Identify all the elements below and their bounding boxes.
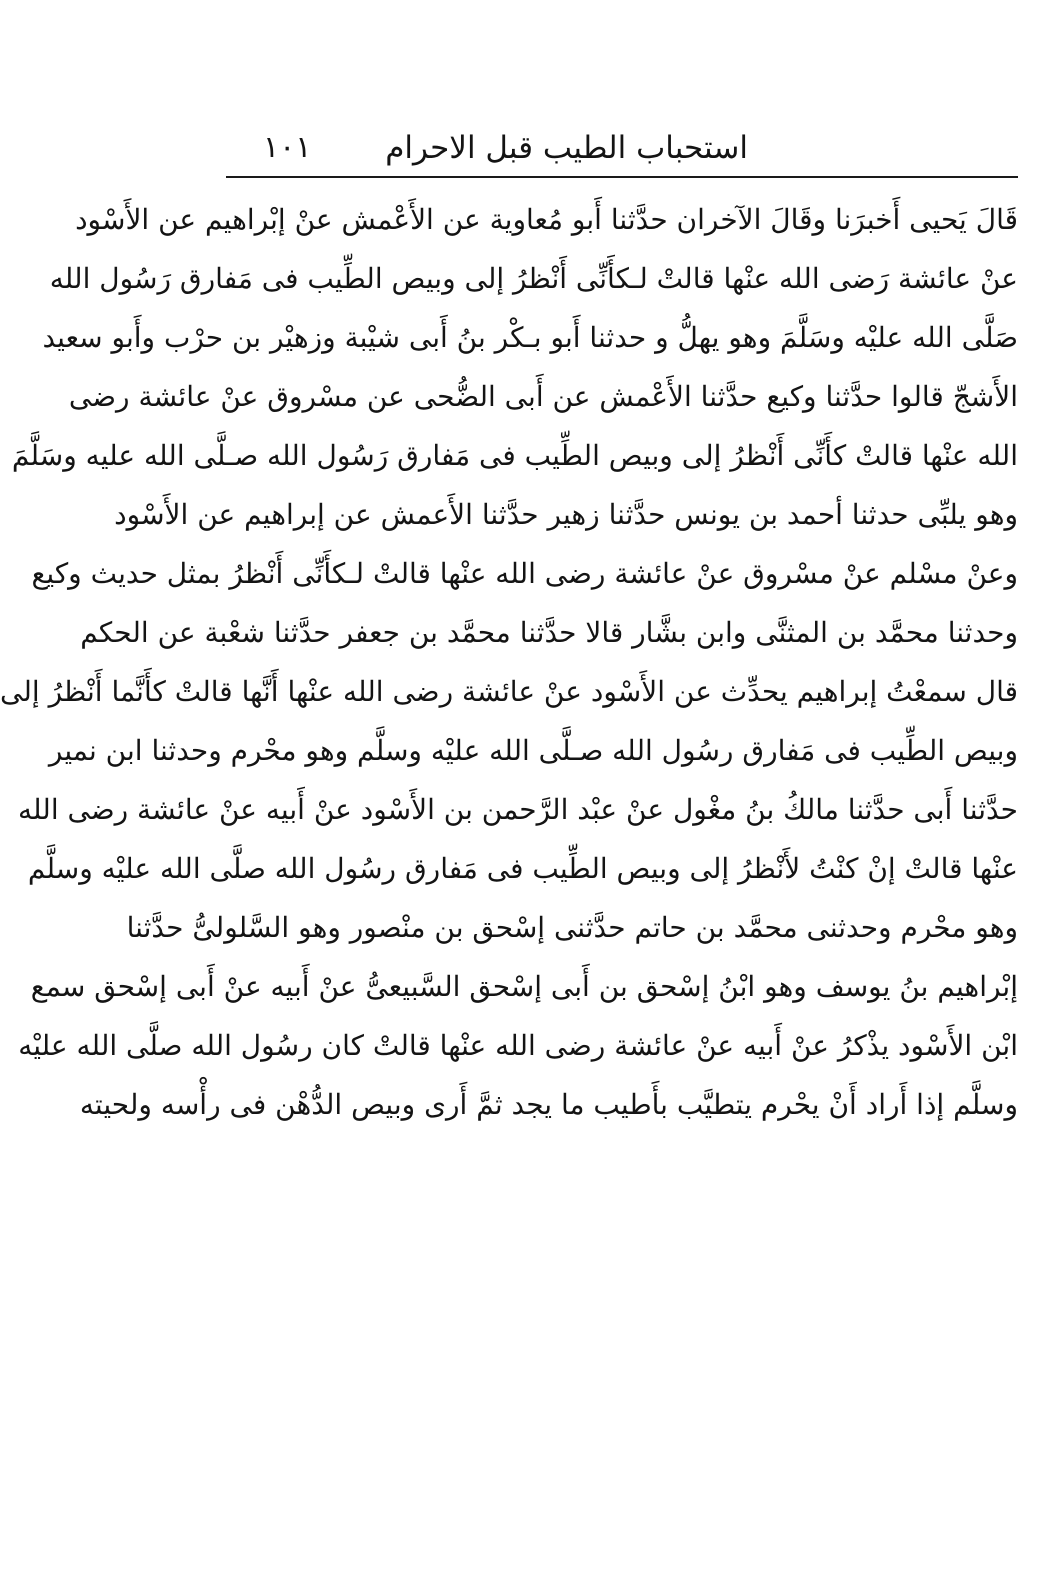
text-line: ابْن الأَسْود يذْكرُ عنْ أَبيه عنْ عائشة رضى الله عنْها قالتْ كان رسُول الله صلَّى الله عليْه — [18, 1029, 1018, 1062]
text-line: وسلَّم إذا أَراد أَنْ يحْرم يتطيَّب بأَطيب ما يجد ثمَّ أَرى وبيص الدُّهْن فى رأْسه ولحيته — [79, 1088, 1018, 1121]
page-header — [228, 122, 1018, 172]
text-line: الأَشجّ قالوا حدَّثنا وكيع حدَّثنا الأَعْمش عن أَبى الضُّحى عن مسْروق عنْ عائشة رضى — [68, 380, 1018, 413]
text-line: وعنْ مسْلم عنْ مسْروق عنْ عائشة رضى الله عنْها قالتْ لـكأَنِّى أَنْظرُ بمثل حديث وكيع — [31, 557, 1018, 590]
text-line: وهو يلبِّى حدثنا أحمد بن يونس حدَّثنا زهير حدَّثنا الأَعمش عن إبراهيم عن الأَسْود — [114, 498, 1018, 531]
text-line: عنْها قالتْ إنْ كنْتُ لأَنْظرُ إلى وبيص الطِّيب فى مَفارق رسُول الله صلَّى الله عليْه وسلَّم — [27, 852, 1018, 885]
running-title: استحباب الطيب قبل الاحرام — [385, 130, 748, 166]
text-line: الله عنْها قالتْ كأَنِّى أَنْظرُ إلى وبيص الطِّيب فى مَفارق رَسُول الله صـلَّى الله عليه وسَلَّمَ — [11, 439, 1018, 472]
text-line: صَلَّى الله عليْه وسَلَّمَ وهو يهلُّ و حدثنا أَبو بـكْر بنُ أَبى شيْبة وزهيْر بن حرْب وأَبو سعيد — [42, 321, 1018, 354]
text-line: قَالَ يَحيى أَخبرَنا وقَالَ الآخران حدَّثنا أَبو مُعاوية عن الأَعْمش عنْ إبْراهيم عن الأَسْود — [75, 203, 1018, 236]
body-text — [0, 190, 1018, 1134]
text-line: عنْ عائشة رَضى الله عنْها قالتْ لـكأَنِّى أَنْظرُ إلى وبيص الطِّيب فى مَفارق رَسُول الله — [49, 262, 1018, 295]
text-line: وهو محْرم وحدثنى محمَّد بن حاتم حدَّثنى إسْحق بن منْصور وهو السَّلولىُّ حدَّثنا — [126, 911, 1018, 944]
text-line: حدَّثنا أَبى حدَّثنا مالكُ بنُ مغْول عنْ عبْد الرَّحمن بن الأَسْود عنْ أَبيه عنْ عائشة رضى الله — [18, 793, 1018, 826]
text-line: إبْراهيم بنُ يوسف وهو ابْنُ إسْحق بن أَبى إسْحق السَّبيعىُّ عنْ أَبيه عنْ أَبى إسْحق سمع — [30, 970, 1018, 1003]
text-line: وبيص الطِّيب فى مَفارق رسُول الله صـلَّى الله عليْه وسلَّم وهو محْرم وحدثنا ابن نمير — [48, 734, 1018, 767]
page-number: ١٠١ — [263, 130, 312, 165]
text-line: قال سمعْتُ إبراهيم يحدِّث عن الأَسْود عنْ عائشة رضى الله عنْها أَنَّها قالتْ كأَنَّما أَنْظرُ إلى — [0, 675, 1018, 708]
header-rule — [226, 176, 1018, 178]
text-line: وحدثنا محمَّد بن المثنَّى وابن بشَّار قالا حدَّثنا محمَّد بن جعفر حدَّثنا شعْبة عن الحكم — [80, 616, 1018, 649]
